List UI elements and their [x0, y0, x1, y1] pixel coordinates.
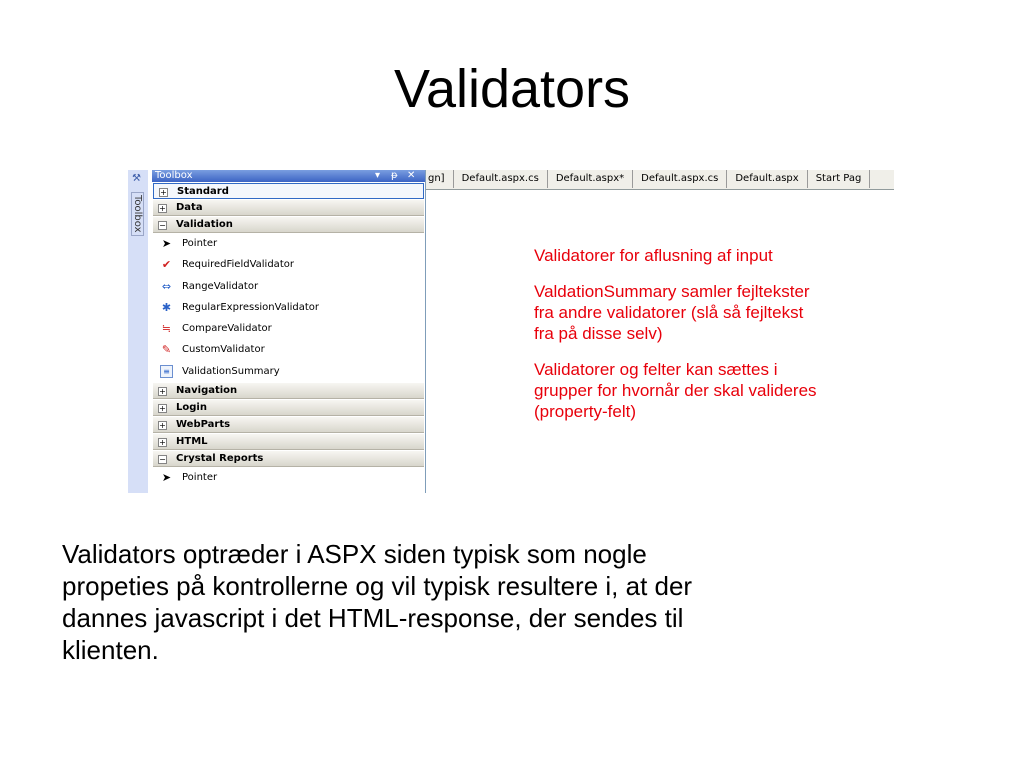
document-tab-bar — [426, 170, 894, 190]
toolbox-item[interactable] — [152, 467, 425, 488]
toolbox-category-webparts[interactable] — [153, 417, 424, 433]
expand-icon[interactable]: + — [160, 188, 167, 197]
category-label: WebParts — [176, 419, 231, 431]
toolbox-item-label: Pointer — [182, 472, 218, 484]
category-label: Navigation — [176, 385, 238, 397]
note-line: (property-felt) — [534, 402, 637, 421]
toolbox-category-navigation[interactable] — [153, 383, 424, 399]
toolbox-category-data[interactable] — [153, 200, 424, 216]
editor-area — [426, 170, 894, 493]
toolbox-item-label: CompareValidator — [182, 323, 272, 335]
toolbox-strip-tab[interactable]: Toolbox — [131, 192, 144, 236]
note-line: Validatorer og felter kan sættes i — [534, 360, 778, 379]
pointer-icon: ➤ — [161, 237, 172, 250]
validation-summary-icon: ≡ — [160, 365, 173, 378]
toolbox-item-label: RequiredFieldValidator — [182, 259, 294, 271]
ide-screenshot — [128, 170, 894, 493]
slide-title: Validators — [393, 59, 631, 119]
document-tab[interactable]: gn] — [426, 170, 454, 188]
toolbox-title-bar — [152, 170, 425, 182]
toolbox-item[interactable] — [152, 339, 425, 360]
category-label: HTML — [176, 436, 208, 448]
note-paragraph — [534, 245, 817, 266]
toolbox-category-standard[interactable] — [153, 183, 424, 199]
toolbox-category-html[interactable] — [153, 434, 424, 450]
document-tab[interactable]: Default.aspx.cs — [633, 170, 727, 188]
regex-validator-icon: ✱ — [161, 300, 172, 314]
document-tab[interactable]: Start Pag — [808, 170, 871, 188]
toolbox-panel — [152, 170, 426, 493]
document-tab[interactable]: Default.aspx — [727, 170, 807, 188]
dropdown-icon[interactable]: ▾ — [375, 170, 381, 181]
document-tab[interactable]: Default.aspx.cs — [454, 170, 548, 188]
toolbox-item[interactable] — [152, 297, 425, 318]
category-label: Standard — [177, 186, 229, 197]
toolbox-item[interactable] — [152, 254, 425, 275]
note-line: Validatorer for aflusning af input — [534, 246, 773, 265]
note-paragraph — [534, 359, 817, 422]
toolbox-title: Toolbox — [155, 170, 193, 181]
body-line: Validators optræder i ASPX siden typisk som nogle — [62, 539, 647, 569]
expand-icon[interactable]: + — [159, 387, 166, 397]
category-label: Validation — [176, 219, 233, 230]
collapse-icon[interactable]: − — [159, 221, 166, 230]
expand-icon[interactable]: + — [159, 404, 166, 414]
category-label: Crystal Reports — [176, 453, 264, 465]
toolbox-item-label: RangeValidator — [182, 280, 259, 292]
close-icon[interactable]: ✕ — [407, 170, 416, 181]
pin-icon[interactable]: ᵽ — [391, 170, 398, 181]
custom-validator-icon: ✎ — [161, 343, 172, 357]
compare-validator-icon: ≒ — [161, 322, 172, 336]
note-line: fra andre validatorer (slå så fejltekst — [534, 303, 804, 322]
body-line: propeties på kontrollerne og vil typisk resultere i, at der — [62, 571, 693, 601]
note-paragraph — [534, 281, 817, 344]
pointer-icon: ➤ — [161, 471, 172, 485]
expand-icon[interactable]: + — [159, 438, 166, 448]
note-line: fra på disse selv) — [534, 324, 663, 343]
required-field-validator-icon: ✔ — [161, 258, 172, 272]
toolbox-item[interactable] — [152, 233, 425, 254]
note-line: grupper for hvornår der skal valideres — [534, 381, 817, 400]
range-validator-icon: ⇔ — [161, 279, 172, 293]
toolbox-category-crystal-reports[interactable] — [153, 451, 424, 467]
annotation-notes — [534, 245, 817, 437]
category-label: Login — [176, 402, 207, 414]
note-line: ValdationSummary samler fejltekster — [534, 282, 810, 301]
body-line: klienten. — [62, 635, 159, 665]
body-line: dannes javascript i det HTML-response, der sendes til — [62, 603, 684, 633]
expand-icon[interactable]: + — [159, 421, 166, 431]
document-tab[interactable]: Default.aspx* — [548, 170, 633, 188]
toolbox-autohide-strip[interactable] — [128, 170, 149, 493]
toolbox-item-label: ValidationSummary — [182, 365, 280, 377]
toolbox-item-label: CustomValidator — [182, 344, 265, 356]
expand-icon[interactable]: + — [159, 204, 166, 213]
toolbox-item[interactable] — [152, 361, 425, 382]
server-explorer-icon[interactable]: ⚒ — [132, 173, 141, 184]
toolbox-category-login[interactable] — [153, 400, 424, 416]
toolbox-item-label: Pointer — [182, 238, 218, 249]
toolbox-item[interactable] — [152, 276, 425, 297]
toolbox-item-label: RegularExpressionValidator — [182, 301, 320, 313]
toolbox-category-validation[interactable] — [153, 217, 424, 233]
slide-body-text — [62, 538, 962, 666]
toolbox-item[interactable] — [152, 318, 425, 339]
collapse-icon[interactable]: − — [159, 455, 166, 465]
category-label: Data — [176, 202, 203, 213]
